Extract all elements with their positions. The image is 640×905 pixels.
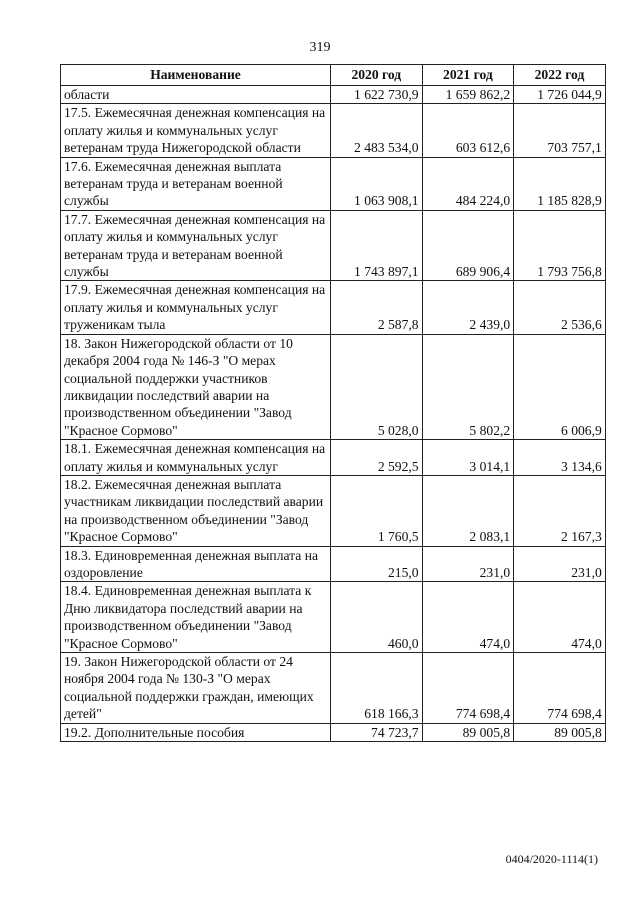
table-row (61, 104, 606, 157)
table-row (61, 582, 606, 653)
document-code: 0404/2020-1114(1) (505, 852, 598, 866)
row-name: 19. Закон Нижегородской области от 24 ноября 2004 года № 130-З "О мерах социальной поддержки граждан, имеющих детей" (61, 653, 331, 724)
table-row (61, 475, 606, 546)
row-2022: 2 167,3 (514, 475, 606, 546)
row-2020: 5 028,0 (331, 334, 423, 439)
row-2020: 2 592,5 (331, 440, 423, 476)
row-2022: 6 006,9 (514, 334, 606, 439)
row-2020: 1 063 908,1 (331, 157, 423, 210)
row-2020: 1 760,5 (331, 475, 423, 546)
table-row (61, 723, 606, 741)
header-2022: 2022 год (514, 65, 606, 86)
row-2021: 474,0 (422, 582, 514, 653)
table-row (61, 653, 606, 724)
row-2022: 2 536,6 (514, 281, 606, 334)
row-2021: 484 224,0 (422, 157, 514, 210)
row-2021: 5 802,2 (422, 334, 514, 439)
row-2021: 774 698,4 (422, 653, 514, 724)
table-row (61, 157, 606, 210)
row-2021: 3 014,1 (422, 440, 514, 476)
row-2022: 89 005,8 (514, 723, 606, 741)
row-name: 18.2. Ежемесячная денежная выплата участникам ликвидации последствий аварии на производственном объединении "Завод "Красное Сормово" (61, 475, 331, 546)
budget-table (60, 64, 606, 742)
page-number: 319 (309, 40, 331, 55)
header-2020: 2020 год (331, 65, 423, 86)
row-2020: 1 743 897,1 (331, 210, 423, 281)
table-row (61, 334, 606, 439)
row-2021: 1 659 862,2 (422, 86, 514, 104)
row-2021: 231,0 (422, 546, 514, 582)
row-2020: 2 587,8 (331, 281, 423, 334)
table-row (61, 281, 606, 334)
row-name: области (61, 86, 331, 104)
row-name: 19.2. Дополнительные пособия (61, 723, 331, 741)
table-row (61, 86, 606, 104)
row-2022: 774 698,4 (514, 653, 606, 724)
row-name: 17.5. Ежемесячная денежная компенсация на оплату жилья и коммунальных услуг ветеранам труда Нижегородской области (61, 104, 331, 157)
table-header-row (61, 65, 606, 86)
row-name: 17.6. Ежемесячная денежная выплата ветеранам труда и ветеранам военной службы (61, 157, 331, 210)
row-2022: 1 726 044,9 (514, 86, 606, 104)
row-2022: 231,0 (514, 546, 606, 582)
row-2021: 603 612,6 (422, 104, 514, 157)
table-body (61, 86, 606, 742)
row-name: 18.4. Единовременная денежная выплата к Дню ликвидатора последствий аварии на производственном объединении "Завод "Красное Сормово" (61, 582, 331, 653)
row-2020: 2 483 534,0 (331, 104, 423, 157)
table-row (61, 546, 606, 582)
row-2022: 703 757,1 (514, 104, 606, 157)
row-2020: 460,0 (331, 582, 423, 653)
row-2022: 1 793 756,8 (514, 210, 606, 281)
row-2021: 2 439,0 (422, 281, 514, 334)
table-row (61, 210, 606, 281)
row-2021: 89 005,8 (422, 723, 514, 741)
header-2021: 2021 год (422, 65, 514, 86)
row-2022: 1 185 828,9 (514, 157, 606, 210)
row-2020: 215,0 (331, 546, 423, 582)
row-2022: 474,0 (514, 582, 606, 653)
row-name: 17.7. Ежемесячная денежная компенсация на оплату жилья и коммунальных услуг ветеранам труда и ветеранам военной службы (61, 210, 331, 281)
row-name: 18. Закон Нижегородской области от 10 декабря 2004 года № 146-З "О мерах социальной поддержки участников ликвидации последствий аварии на производственном объединении "Завод "Красное Сормово" (61, 334, 331, 439)
row-2020: 74 723,7 (331, 723, 423, 741)
row-2021: 689 906,4 (422, 210, 514, 281)
row-name: 18.3. Единовременная денежная выплата на оздоровление (61, 546, 331, 582)
table-row (61, 440, 606, 476)
row-name: 17.9. Ежемесячная денежная компенсация на оплату жилья и коммунальных услуг труженикам тыла (61, 281, 331, 334)
header-name: Наименование (61, 65, 331, 86)
row-2020: 618 166,3 (331, 653, 423, 724)
row-2021: 2 083,1 (422, 475, 514, 546)
row-2020: 1 622 730,9 (331, 86, 423, 104)
row-2022: 3 134,6 (514, 440, 606, 476)
row-name: 18.1. Ежемесячная денежная компенсация на оплату жилья и коммунальных услуг (61, 440, 331, 476)
